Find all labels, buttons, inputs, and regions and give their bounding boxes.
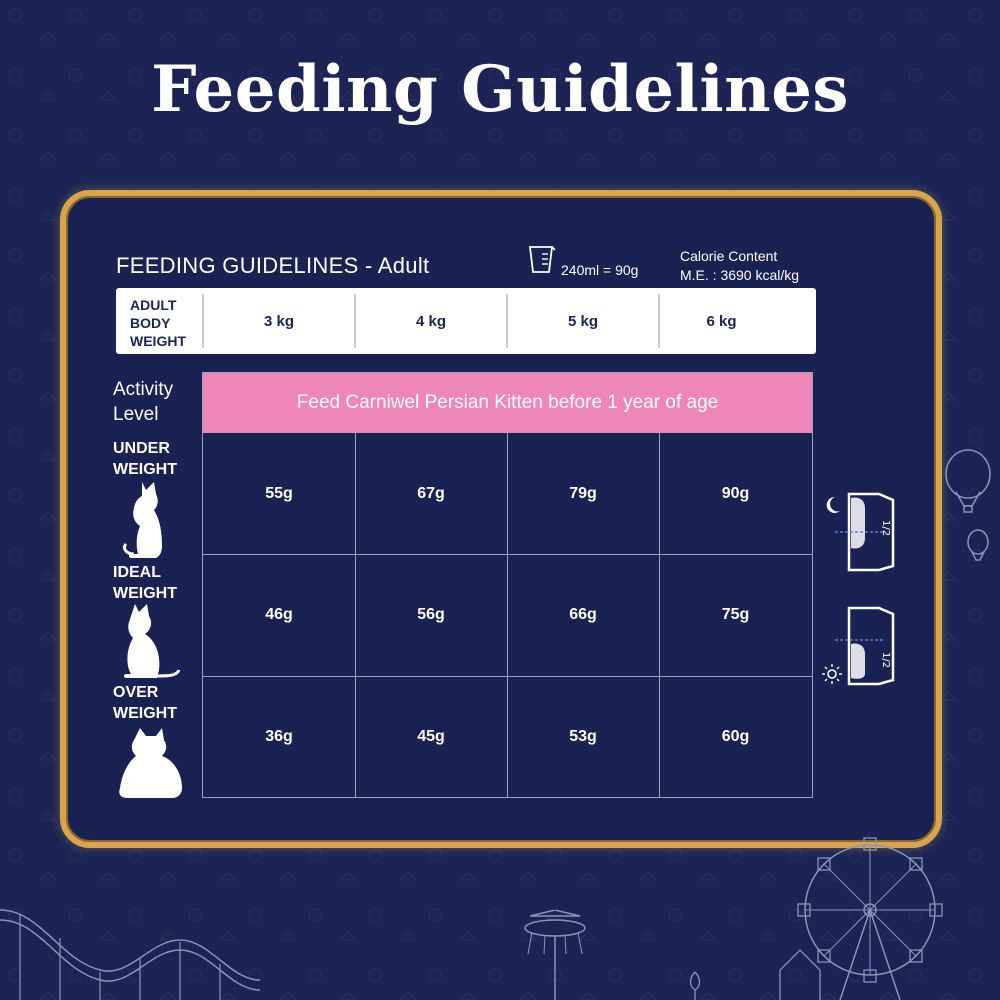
table-cell: 36g bbox=[265, 727, 293, 745]
weight-5kg: 5 kg bbox=[567, 312, 598, 330]
cup-measure-text: 240ml = 90g bbox=[561, 262, 639, 278]
body-weight-label-line: BODY bbox=[130, 315, 171, 331]
table-cell: 60g bbox=[721, 727, 750, 745]
bowl-night-icon bbox=[835, 490, 897, 572]
calorie-content bbox=[680, 247, 799, 285]
bowl-fraction-text: 1/2 bbox=[880, 520, 891, 537]
body-weight-label-line: ADULT bbox=[130, 297, 177, 313]
weight-6kg: 6 kg bbox=[706, 312, 737, 330]
table-cell: 53g bbox=[569, 727, 597, 745]
tree-icon bbox=[685, 970, 705, 1000]
sun-icon bbox=[822, 664, 842, 684]
measuring-cup-icon bbox=[527, 243, 557, 275]
row-label-ideal bbox=[113, 562, 177, 604]
bowl-fraction-text: 1/2 bbox=[880, 652, 891, 669]
activity-label-line: Level bbox=[113, 404, 159, 425]
table-cell: 56g bbox=[417, 606, 445, 623]
table-cell: 46g bbox=[265, 606, 293, 623]
weight-3kg: 3 kg bbox=[263, 312, 294, 330]
row-label-line: WEIGHT bbox=[113, 585, 177, 602]
table-cell: 45g bbox=[417, 727, 445, 745]
table-cell: 79g bbox=[569, 484, 597, 502]
table-cell: 55g bbox=[265, 484, 293, 502]
calorie-value: M.E. : 3690 kcal/kg bbox=[680, 267, 800, 283]
swing-ride-icon bbox=[520, 910, 590, 1000]
table-cell: 90g bbox=[721, 484, 750, 502]
feeding-table bbox=[202, 372, 813, 798]
ideal-cat-icon bbox=[117, 602, 183, 680]
row-label-underweight bbox=[113, 438, 177, 480]
fat-cat-icon bbox=[116, 724, 184, 800]
calorie-label: Calorie Content bbox=[680, 248, 778, 264]
row-label-line: UNDER bbox=[113, 440, 170, 457]
row-label-line: WEIGHT bbox=[113, 461, 177, 478]
roller-coaster-icon bbox=[0, 880, 260, 1000]
row-label-line: OVER bbox=[113, 684, 159, 701]
row-label-line: IDEAL bbox=[113, 564, 161, 581]
row-label-overweight bbox=[113, 682, 177, 724]
thin-cat-icon bbox=[120, 480, 180, 560]
page-title: Feeding Guidelines bbox=[151, 52, 849, 127]
hot-air-balloon-icon bbox=[940, 448, 1000, 578]
row-label-line: WEIGHT bbox=[113, 705, 177, 722]
body-weight-label-line: WEIGHT bbox=[130, 333, 186, 349]
table-cell: 67g bbox=[417, 484, 445, 502]
ferris-wheel-icon bbox=[770, 830, 970, 1000]
activity-level-label bbox=[113, 377, 173, 427]
chart-heading: FEEDING GUIDELINES - Adult bbox=[116, 253, 430, 278]
activity-label-line: Activity bbox=[113, 379, 174, 400]
table-cell: 66g bbox=[569, 606, 597, 623]
bowl-day-icon bbox=[835, 604, 897, 686]
table-cell: 75g bbox=[721, 606, 750, 623]
kitten-banner: Feed Carniwel Persian Kitten before 1 year of age bbox=[203, 373, 812, 433]
body-weight-label bbox=[130, 296, 186, 350]
body-weight-header bbox=[116, 288, 816, 354]
weight-4kg: 4 kg bbox=[415, 312, 446, 330]
